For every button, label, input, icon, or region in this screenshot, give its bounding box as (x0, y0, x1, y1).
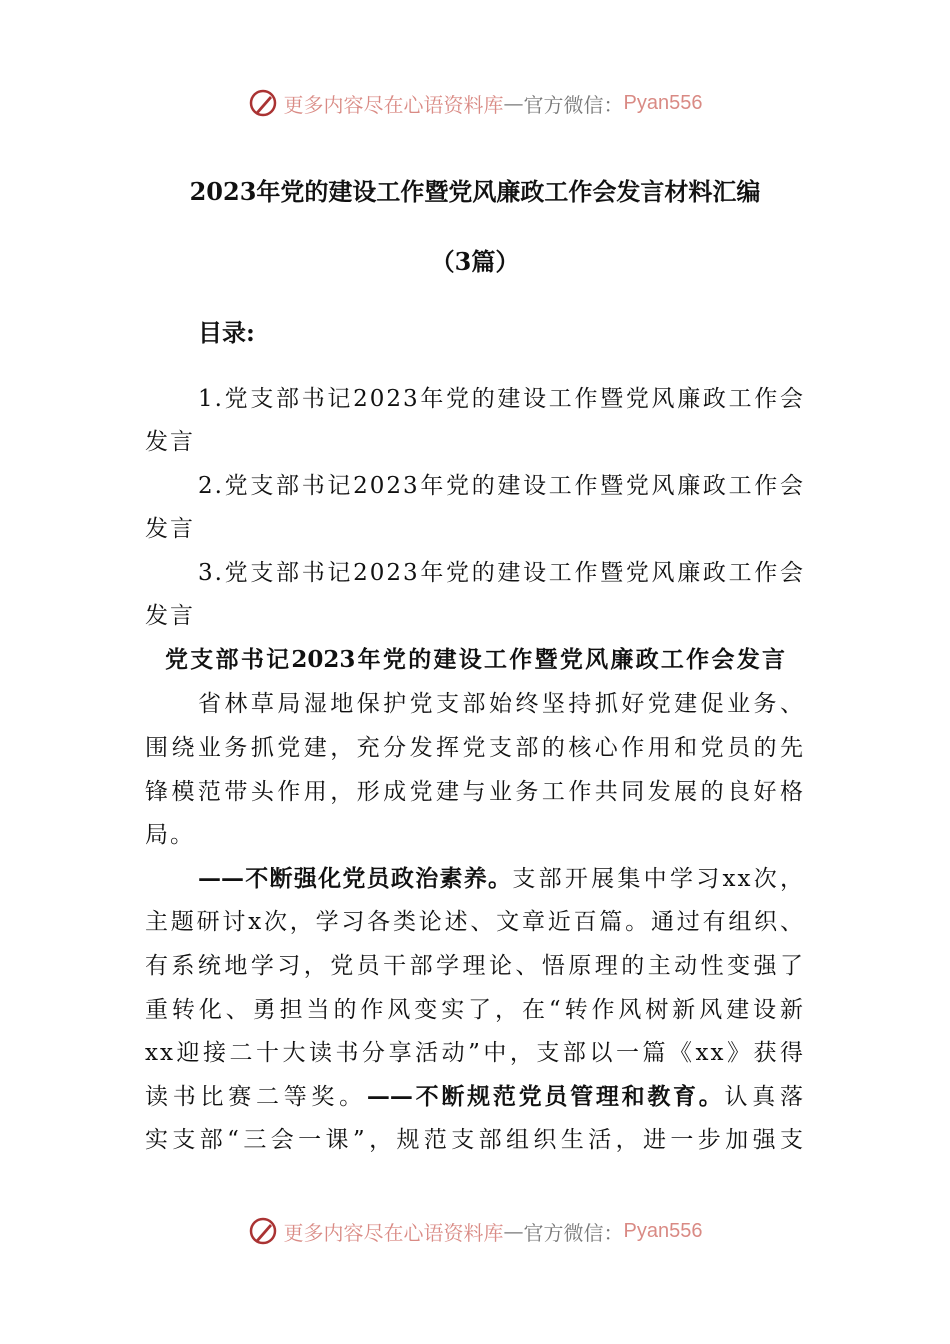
bold-text: 党支部书记2023年党的建设工作暨党风廉政工作会发言 (165, 646, 785, 673)
text-segment: 读书比赛二等奖。 (145, 1084, 367, 1110)
text-segment: 重转化、勇担当的作风变实了，在“转作风树新风建设新 (145, 997, 805, 1023)
text-line (198, 384, 805, 414)
bold-text: ——不断规范党员管理和教育。 (366, 1083, 725, 1110)
bold-text: ——不断强化党员政治素养。 (198, 865, 513, 892)
text-segment: 主题研讨x次，学习各类论述、文章近百篇。通过有组织、 (145, 909, 805, 935)
text-line (198, 864, 805, 894)
watermark-header (0, 83, 950, 123)
watermark-label: 官方微信： (523, 1220, 624, 1245)
text-segment: 1.党支部书记2023年党的建设工作暨党风廉政工作会 (198, 386, 805, 412)
watermark-id: Pyan556 (623, 1219, 703, 1242)
quill-logo-icon (248, 1216, 278, 1246)
document-subtitle: （3篇） (430, 247, 520, 276)
text-line (145, 601, 805, 631)
text-segment: 支部开展集中学习xx次， (512, 866, 806, 892)
watermark-dash: — (503, 91, 524, 115)
text-line (145, 907, 805, 937)
text-segment: 2.党支部书记2023年党的建设工作暨党风廉政工作会 (198, 473, 805, 499)
text-line (145, 733, 805, 763)
watermark-label: 官方微信： (523, 92, 624, 117)
text-line (145, 820, 805, 850)
quill-logo-icon (248, 88, 278, 118)
watermark-site: 更多内容尽在心语资料库 (283, 1220, 504, 1245)
text-segment: 围绕业务抓党建，充分发挥党支部的核心作用和党员的先 (145, 735, 805, 761)
text-segment: xx迎接二十大读书分享活动”中，支部以一篇《xx》获得 (145, 1040, 805, 1066)
text-segment: 省林草局湿地保护党支部始终坚持抓好党建促业务、 (198, 691, 805, 717)
text-line (145, 1038, 805, 1068)
watermark-footer (0, 1211, 950, 1251)
text-segment: 发言 (145, 516, 195, 542)
text-line (145, 951, 805, 981)
text-line (198, 689, 805, 719)
text-segment: 实支部“三会一课”，规范支部组织生活，进一步加强支 (145, 1127, 805, 1153)
text-line (145, 995, 805, 1025)
toc-label: 目录: (198, 318, 255, 347)
watermark-id: Pyan556 (623, 91, 703, 114)
text-line (145, 1082, 805, 1112)
text-segment: 认真落 (724, 1084, 806, 1110)
section-heading (165, 645, 785, 675)
document-title: 2023年党的建设工作暨党风廉政工作会发言材料汇编 (189, 177, 761, 206)
watermark-dash: — (503, 1219, 524, 1243)
text-line (198, 558, 805, 588)
text-segment: 发言 (145, 429, 195, 455)
text-segment: 发言 (145, 603, 195, 629)
text-line (198, 471, 805, 501)
text-segment: 有系统地学习，党员干部学理论、悟原理的主动性变强了 (145, 953, 805, 979)
text-line (145, 514, 805, 544)
watermark-site: 更多内容尽在心语资料库 (283, 92, 504, 117)
text-line (145, 777, 805, 807)
text-segment: 局。 (145, 822, 195, 848)
text-segment: 3.党支部书记2023年党的建设工作暨党风廉政工作会 (198, 560, 805, 586)
text-line (145, 427, 805, 457)
text-segment: 锋模范带头作用，形成党建与业务工作共同发展的良好格 (145, 779, 805, 805)
text-line (145, 1125, 805, 1155)
